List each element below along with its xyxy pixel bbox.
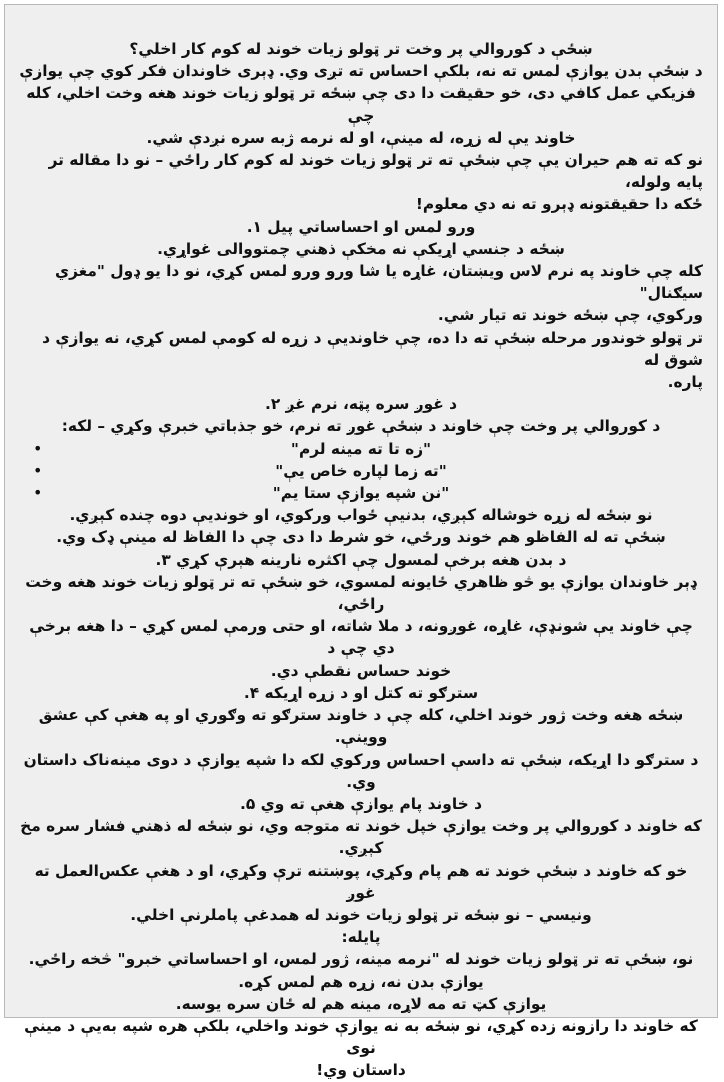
conclusion-heading: پايله: (341, 928, 381, 947)
text-line: نو ښځه له زړه خوشاله کېږي، بدنيې ځواب ورکوي، او خونديې دوه چنده کېږي. (69, 506, 653, 525)
text-line: د ښځې بدن يوازې لمس ته نه، بلکې احساس ته تږی وي. ډېری خاوندان فکر کوي چې يوازې (19, 62, 703, 81)
bullet-text: "نن شپه يوازې ستا يم" (272, 484, 450, 503)
text-line: ونيسي – نو ښځه تر ټولو زيات خوند له همدغې پاملرنې اخلي. (130, 905, 592, 924)
text-line: يوازې کټ ته مه لاړه، مينه هم له ځان سره يوسه. (175, 994, 547, 1013)
section-heading-2: د غوږ سره پټه، نرم غږ ۲. (264, 395, 458, 414)
section-heading-5: د خاوند پام يوازې هغې ته وي ۵. (240, 794, 482, 813)
bullet-dot-icon: • (33, 438, 43, 458)
text-line: که خاوند دا رازونه زده کړي، نو ښځه به نه يوازې خوند واخلي، بلکې هره شپه به‌يې د مينې نوی (24, 1016, 698, 1058)
bullet-text: "زه تا ته مينه لرم" (290, 439, 432, 458)
section-heading-3: د بدن هغه برخې لمسول چې اکثره نارينه هېرې کړي ۳. (155, 550, 567, 569)
text-line: ښځه هغه وخت ژور خوند اخلي، کله چې د خاوند سترګو ته وګوري او په هغې کې عشق ووينې. (38, 706, 684, 747)
text-line: ښځې ته له الفاظو هم خوند ورځي، خو شرط دا دی چې دا الفاظ له مينې ډک وي. (56, 528, 666, 547)
text-line: خاوند يې له زړه، له مينې، او له نرمه ژبه سره نږدې شي. (146, 128, 576, 147)
bullet-item (19, 482, 703, 504)
text-line: ورکوي، چې ښځه خوند ته تيار شي. (437, 306, 703, 325)
bullet-item (19, 438, 703, 460)
bullet-dot-icon: • (33, 460, 43, 480)
text-line: د کوروالي پر وخت چې خاوند د ښځې غوږ ته نرم، خو جذباتي خبرې وکړي – لکه: (61, 417, 661, 436)
bullet-dot-icon: • (33, 483, 43, 503)
text-line: يوازې بدن نه، زړه هم لمس کړه. (238, 972, 484, 991)
text-line: ډېر خاوندان يوازې يو څو ظاهري ځايونه لمسوي، خو ښځې ته تر ټولو زيات خوند هغه وخت راځي، (25, 572, 697, 614)
bullet-item (19, 460, 703, 482)
text-line: چې خاوند يې شونډې، غاړه، غوږونه، د ملا شاته، او حتی ورمې لمس کړي – دا هغه برخې دي چې د (29, 617, 693, 658)
text-line: تر ټولو خوندور مرحله ښځې ته دا ده، چې خاونديې د زړه له کومې لمس کړي، نه يوازې د شوق له (42, 328, 703, 369)
article-body (19, 38, 703, 1082)
article-title: ښځې د کوروالي پر وخت تر ټولو زيات خوند له کوم کار اخلي؟ (129, 40, 593, 58)
section-heading-1: ورو لمس او احساساتي پيل ۱. (246, 217, 476, 236)
text-line: که خاوند د کوروالي پر وخت يوازې خپل خوند ته متوجه وي، نو ښځه له ذهني فشار سره مخ کېږي. (20, 817, 702, 858)
text-line: خوند حساس نقطې دي. (270, 661, 452, 680)
document-page (4, 4, 718, 1080)
text-line: داستان وي! (316, 1061, 406, 1080)
text-line: پاره. (667, 373, 703, 392)
bullet-text: "ته زما لپاره خاص يې" (275, 461, 447, 480)
text-line: فزيکي عمل کافي دی، خو حقيقت دا دی چې ښځه تر ټولو زيات خوند هغه وخت اخلي، کله چې (26, 84, 696, 125)
text-line: نو که ته هم حيران يې چې ښځې ته تر ټولو زيات خوند له کوم کار راځي – نو دا مقاله تر پايه ولوله، (48, 151, 703, 192)
text-line: د سترګو دا اړيکه، ښځې ته داسې احساس ورکوي لکه دا شپه يوازې د دوی مينه‌ناک داستان وي. (23, 750, 699, 791)
text-line: کله چې خاوند په نرم لاس ويښتان، غاړه يا شا ورو ورو لمس کړي، نو دا يو ډول "مغزي سيګنال" (54, 262, 703, 303)
text-line: ځکه دا حقيقتونه ډېرو ته نه دي معلوم! (415, 195, 703, 214)
text-line: ښځه د جنسي اړيکې نه مخکې ذهني چمتووالی غواړي. (157, 239, 565, 258)
text-line: نو، ښځې ته تر ټولو زيات خوند له "نرمه مينه، ژور لمس، او احساساتي خبرو" څخه راځي. (28, 950, 694, 969)
section-heading-4: سترګو ته کتل او د زړه اړيکه ۴. (243, 683, 479, 702)
text-line: خو که خاوند د ښځې خوند ته هم پام وکړي، پوښتنه ترې وکړي، او د هغې عکس‌العمل ته غوږ (34, 861, 688, 902)
